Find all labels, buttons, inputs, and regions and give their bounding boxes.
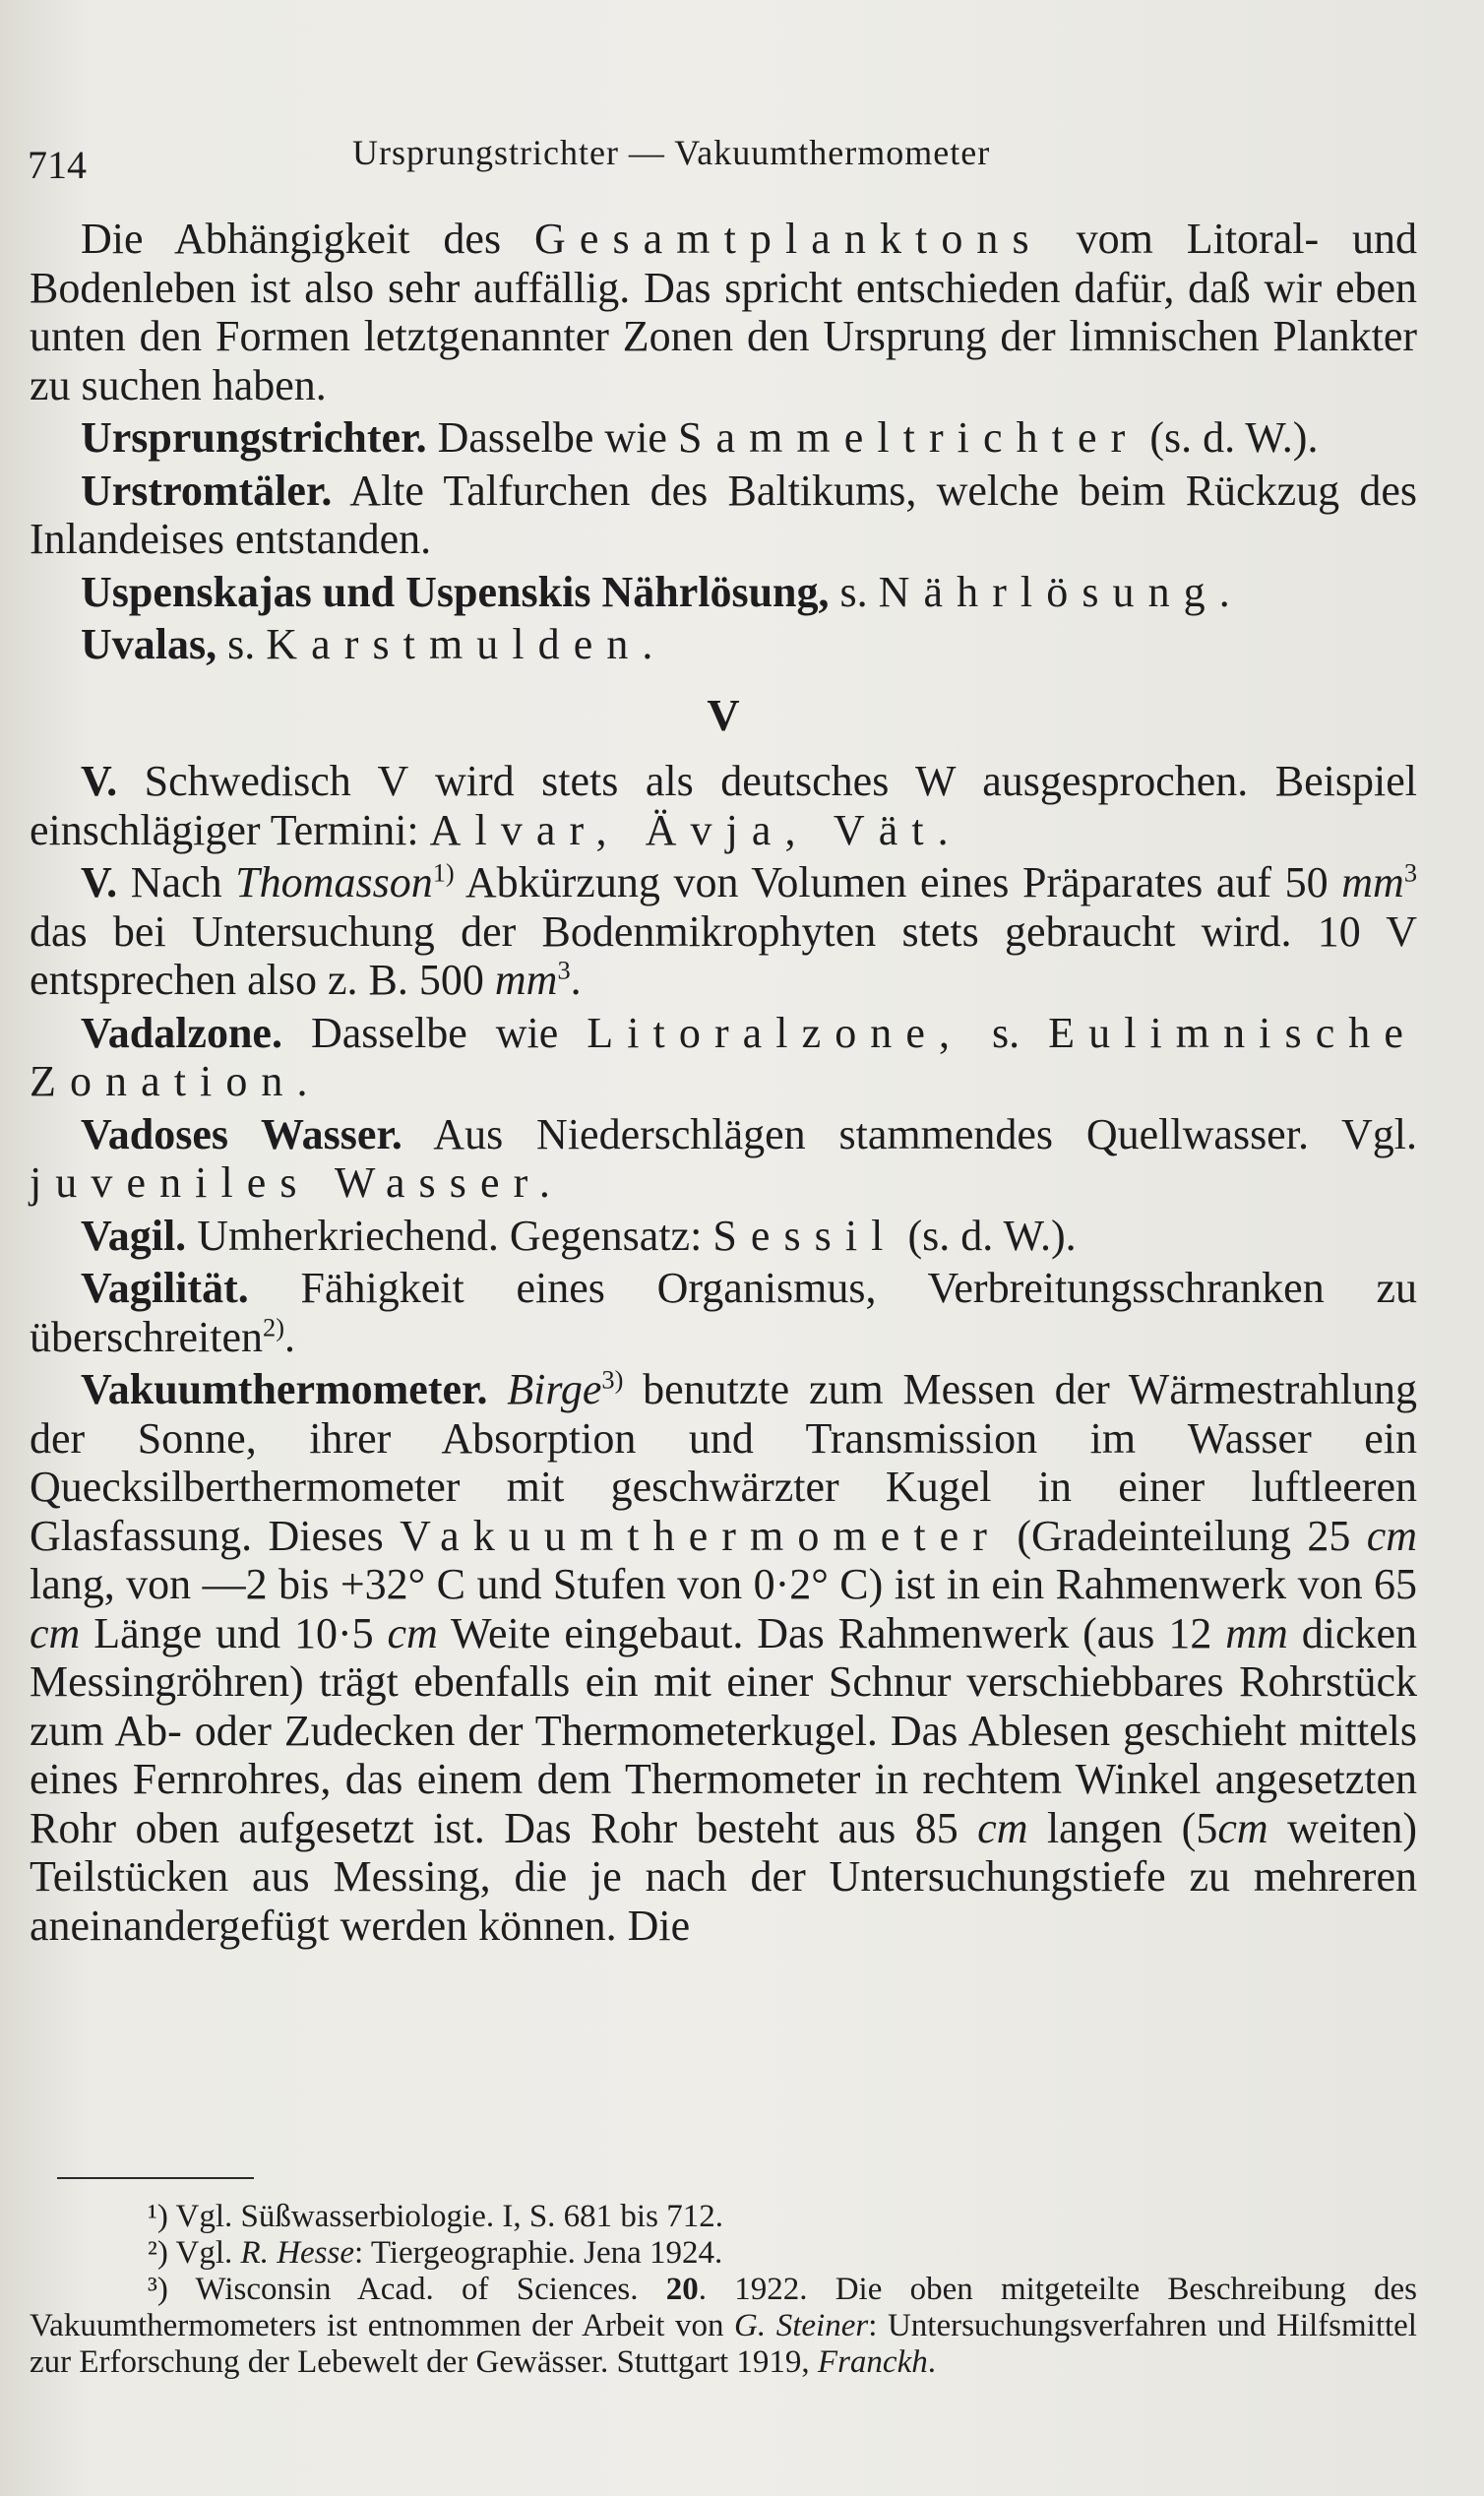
text-span: dicken Messingröhren) trägt ebenfalls ein mit einer Schnur verschiebbares Rohrstück zum Ab- oder Zudecken der Thermometerkugel. Das Ablesen geschieht mittels eines Fernrohres, das einem dem Thermometer in rechtem Winkel angesetzten Rohr oben aufgesetzt ist. Das Rohr besteht aus 85 [30, 1608, 1418, 1852]
spaced-term: Nährlösung. [878, 567, 1244, 616]
author-name: Thomasson [235, 858, 433, 906]
text-span: Dasselbe wie [310, 1008, 559, 1057]
unit: mm [494, 956, 558, 1004]
text-span: weiten) Teilstücken aus Messing, die je nach der Untersuchungstiefe zu mehreren aneinandergefügt werden können. Die [30, 1803, 1418, 1950]
volume-number: 20 [665, 2272, 699, 2307]
footnote-text: ³) Wisconsin Acad. of Sciences. [148, 2272, 639, 2307]
text-span: s. [992, 1008, 1020, 1057]
unit: cm [1366, 1511, 1418, 1560]
entry-uvalas [30, 620, 1417, 669]
superscript: 3 [557, 955, 571, 985]
unit: mm [1225, 1608, 1288, 1657]
text-span: lang, von —2 bis +32° C und Stufen von 0·2° C) ist in ein Rahmenwerk von 65 [30, 1560, 1417, 1608]
entry-term: Vakuumthermometer. [81, 1365, 488, 1413]
text-span: s. [227, 620, 256, 668]
entry-v-volumen [30, 858, 1417, 1005]
entry-vagil [30, 1212, 1417, 1261]
text-span: benutzte zum Messen der Wärmestrahlung der Sonne, ihrer Absorption und Transmission im Wasser ein Quecksilberthermometer mit geschwärzter Kugel in einer luftleeren Glasfassung. Dieses [30, 1365, 1418, 1560]
text-span: Fähigkeit eines Organismus, Verbreitungsschranken zu überschreiten [30, 1264, 1417, 1361]
entry-ursprungstrichter [30, 413, 1417, 463]
spaced-term: Alvar, Ävja, Vät. [429, 805, 962, 854]
main-text [30, 215, 1417, 1950]
text-span: Aus Niederschlägen stammendes Quellwasser. Vgl. [433, 1109, 1417, 1158]
text-span: (Gradeinteilung 25 [1017, 1511, 1351, 1560]
entry-term: Vadalzone. [81, 1008, 282, 1057]
unit: cm [30, 1608, 81, 1657]
text-span: das bei Untersuchung der Bodenmikrophyten stets gebraucht wird. 10 V entsprechen also z. B. 500 [30, 906, 1417, 1004]
entry-term: Vagilität. [81, 1264, 249, 1312]
page-header [28, 120, 1445, 187]
footnote-2 [30, 2235, 1417, 2272]
text-span: langen (5 [1046, 1803, 1218, 1852]
entry-vadalzone [30, 1009, 1417, 1106]
footnote-text: ¹) Vgl. Süßwasserbiologie. I, S. 681 bis 712. [148, 2199, 723, 2234]
author-name: R. Hesse [240, 2235, 355, 2271]
text-span: vom Litoral- und Bodenleben ist also sehr auffällig. Das spricht entschieden dafür, daß wir eben unten den Formen letztgenannter Zonen den Ursprung der limnischen Plankter zu suchen haben. [30, 215, 1418, 409]
text-span: . [570, 956, 582, 1004]
spaced-term: Karstmulden. [266, 620, 667, 668]
spaced-term: Litoralzone, [587, 1008, 964, 1057]
spaced-term: Sammeltrichter [677, 413, 1140, 462]
publisher-name: Franckh [817, 2344, 928, 2380]
text-span: Die Abhängigkeit des [81, 215, 502, 263]
text-span: . [283, 1312, 295, 1361]
footnote-text: ²) Vgl. [148, 2235, 233, 2271]
entry-term: Ursprungstrichter. [81, 413, 427, 462]
running-head: Ursprungstrichter — Vakuumthermometer [352, 133, 991, 172]
entry-vadoses-wasser [30, 1110, 1417, 1208]
entry-v-schwedisch [30, 757, 1417, 854]
entry-term: Vadoses Wasser. [81, 1109, 402, 1158]
spaced-term: juveniles Wasser. [30, 1158, 564, 1207]
text-span: Dasselbe wie [437, 413, 667, 462]
author-name: Birge [507, 1365, 602, 1413]
footnote-ref: 2) [263, 1311, 284, 1342]
entry-term: V. [81, 858, 118, 906]
footnote-1 [30, 2199, 1417, 2235]
unit: cm [977, 1803, 1028, 1852]
text-span: Weite eingebaut. Das Rahmenwerk (aus 12 [450, 1608, 1212, 1657]
footnote-ref: 3) [601, 1364, 624, 1395]
text-span: Alte Talfurchen des Baltikums, welche beim Rückzug des Inlandeises entstanden. [30, 466, 1417, 563]
text-span: Länge und 10·5 [93, 1608, 374, 1657]
footnote-ref: 1) [432, 857, 455, 888]
footnote-text: . 1922. Die oben mitgeteilte Beschreibung des Vakuumthermometers ist entnommen der Arbeit von [30, 2272, 1418, 2343]
superscript: 3 [1403, 857, 1418, 888]
footnote-3 [30, 2272, 1417, 2381]
entry-term: Vagil. [81, 1211, 187, 1260]
footnote-text: . [927, 2344, 936, 2380]
entry-term: Uspenskajas und Uspenskis Nährlösung, [81, 567, 830, 616]
section-heading: V [707, 689, 740, 740]
text-span: Umherkriechend. Gegensatz: [197, 1211, 703, 1260]
spaced-term: Sessil [712, 1211, 897, 1260]
unit: mm [1341, 858, 1404, 906]
text-span: Abkürzung von Volumen eines Präparates auf 50 [464, 858, 1329, 906]
paragraph-intro [30, 215, 1417, 409]
entry-term: Urstromtäler. [81, 466, 333, 515]
footnote-text: : Tiergeographie. Jena 1924. [354, 2235, 723, 2271]
spaced-term: Eulimnische Zonation. [30, 1008, 1417, 1105]
spaced-term: Vakuumthermometer [400, 1511, 1001, 1560]
text-span: (s. d. W.). [907, 1211, 1077, 1260]
text-span: Schwedisch V wird stets als deutsches W ausgesprochen. Beispiel einschlägiger Termini: [30, 757, 1418, 854]
entry-vakuumthermometer [30, 1365, 1417, 1950]
page-number: 714 [28, 143, 87, 187]
spaced-term: Gesamtplanktons [533, 215, 1043, 263]
footnote-text: : Untersuchungsverfahren und Hilfsmittel zur Erforschung der Lebewelt der Gewässer. Stuttgart 1919, [30, 2308, 1417, 2380]
unit: cm [387, 1608, 438, 1657]
entry-term: Uvalas, [81, 620, 217, 668]
unit: cm [1217, 1803, 1268, 1852]
footnotes [30, 2177, 1417, 2381]
entry-uspenskis-naehrloesung [30, 568, 1417, 617]
entry-term: V. [81, 757, 118, 805]
text-span: Nach [130, 858, 222, 906]
entry-vagilitaet [30, 1264, 1417, 1361]
author-name: G. Steiner [734, 2308, 869, 2343]
text-span: (s. d. W.). [1149, 413, 1319, 462]
footnote-divider [57, 2177, 254, 2179]
text-span: s. [839, 567, 868, 616]
entry-urstromtaeler [30, 467, 1417, 564]
